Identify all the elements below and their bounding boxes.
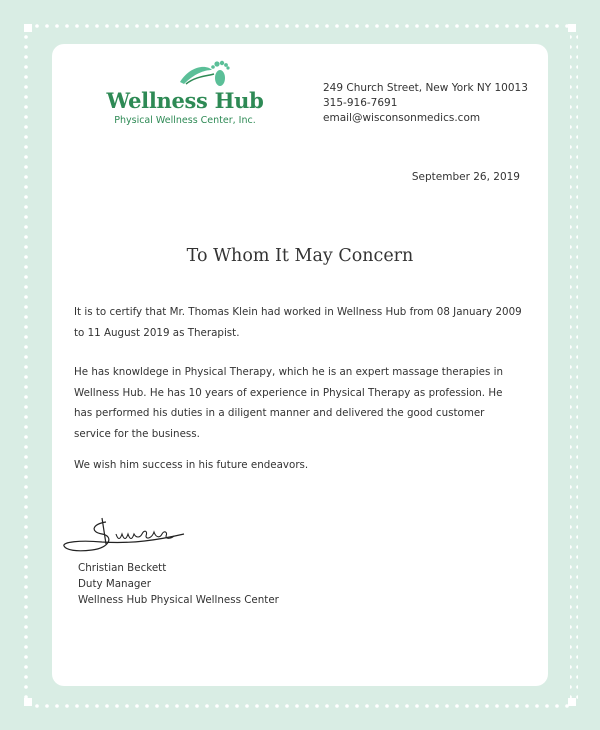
signer-organization: Wellness Hub Physical Wellness Center: [78, 594, 279, 606]
footprint-leaf-icon: [178, 58, 230, 90]
letter-heading: To Whom It May Concern: [186, 246, 414, 266]
contact-phone: 315-916-7691: [323, 97, 398, 109]
letter-card: [52, 44, 548, 686]
handwritten-signature: [62, 514, 192, 560]
signer-name: Christian Beckett: [78, 562, 167, 574]
body-paragraph-2: He has knowldege in Physical Therapy, which he is an expert massage therapies in Wellness Hub. He has 10 years of experience in Physical Therapy as profession. He has performed his duties in a diligent manner and delivered the good customer service for the business.: [74, 366, 503, 440]
body-paragraph-1: It is to certify that Mr. Thomas Klein had worked in Wellness Hub from 08 January 2009 to 11 August 2019 as Therapist.: [74, 306, 522, 339]
company-name: Wellness Hub: [106, 88, 264, 113]
contact-email: email@wisconsonmedics.com: [323, 112, 481, 124]
signer-title: Duty Manager: [78, 578, 151, 590]
signer-block: [78, 560, 279, 608]
contact-address: 249 Church Street, New York NY 10013: [323, 82, 528, 94]
company-logo: [100, 58, 270, 130]
body-paragraph-3: We wish him success in his future endeavors.: [74, 459, 309, 471]
contact-block: [323, 81, 528, 126]
letter-date: September 26, 2019: [411, 171, 520, 183]
company-subtitle: Physical Wellness Center, Inc.: [114, 115, 256, 126]
